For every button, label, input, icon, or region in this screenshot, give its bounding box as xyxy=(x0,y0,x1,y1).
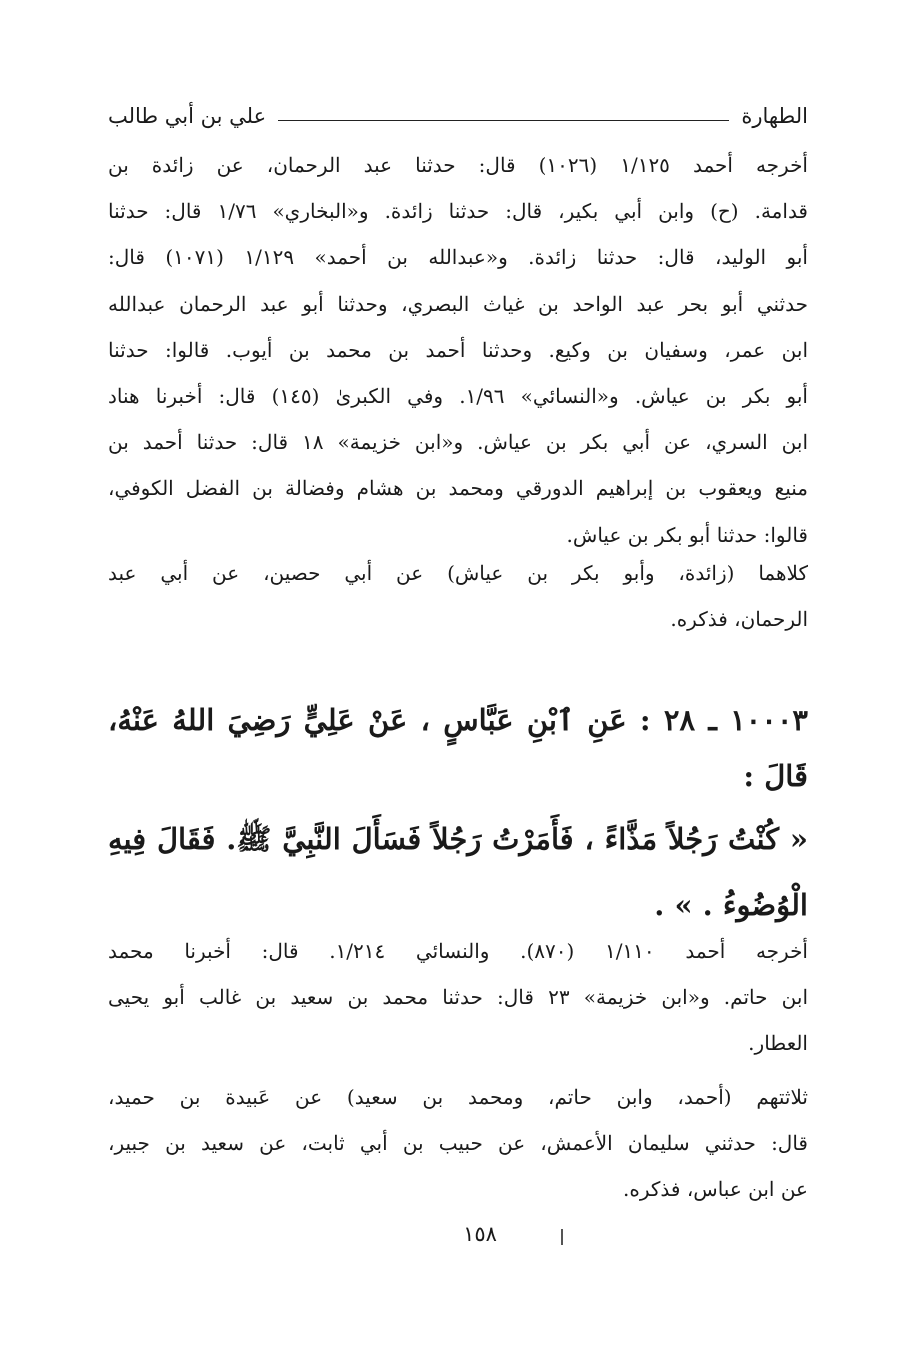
text-line: قدامة. (ح) وابن أبي بكير، قال: حدثنا زائدة. و«البخاري» ١/٧٦ قال: حدثنا xyxy=(108,199,808,224)
hadith-heading-line: قَالَ : xyxy=(743,759,808,793)
page-number: ١٥٨ xyxy=(463,1222,497,1246)
hadith-heading xyxy=(108,692,808,804)
text-line: ابن حاتم. و«ابن خزيمة» ٢٣ قال: حدثنا محمد بن سعيد بن غالب أبو يحيى xyxy=(108,985,808,1009)
text-line: أخرجه أحمد ١/١٢٥ (١٠٢٦) قال: حدثنا عبد الرحمان، عن زائدة بن xyxy=(108,153,808,177)
section-title: الطهارة xyxy=(741,104,808,128)
header-rule xyxy=(278,120,729,121)
text-line: ابن السري، عن أبي بكر بن عياش. و«ابن خزيمة» ١٨ قال: حدثنا أحمد بن xyxy=(108,430,808,455)
source-citation-block xyxy=(108,142,808,558)
chain-paragraph xyxy=(108,1074,808,1212)
hadith-text-line: الْوُضُوءُ . » . xyxy=(654,888,808,922)
text-line: أخرجه أحمد ١/١١٠ (٨٧٠). والنسائي ١/٢١٤. قال: أخبرنا محمد xyxy=(108,939,808,963)
margin-mark xyxy=(561,1229,563,1245)
source-citation-block xyxy=(108,928,808,1066)
text-line: كلاهما (زائدة، وأبو بكر بن عياش) عن أبي حصين، عن أبي عبد xyxy=(108,561,808,585)
text-line: الرحمان، فذكره. xyxy=(670,607,808,631)
hadith-text xyxy=(108,806,808,938)
hadith-text-line: « كُنْتُ رَجُلاً مَذَّاءً ، فَأَمَرْتُ رَجُلاً فَسَأَلَ النَّبِيَّ ﷺ. فَقَالَ فِيهِ xyxy=(108,822,808,856)
running-header xyxy=(108,98,808,134)
text-line: منيع ويعقوب بن إبراهيم الدورقي ومحمد بن هشام وفضالة بن الفضل الكوفي، xyxy=(108,476,808,501)
text-line: أبو الوليد، قال: حدثنا زائدة. و«عبدالله بن أحمد» ١/١٢٩ (١٠٧١) قال: xyxy=(108,245,808,270)
text-line: عن ابن عباس، فذكره. xyxy=(623,1177,808,1201)
book-title: علي بن أبي طالب xyxy=(108,104,267,128)
chain-paragraph xyxy=(108,550,808,642)
text-line: قال: حدثني سليمان الأعمش، عن حبيب بن أبي ثابت، عن سعيد بن جبير، xyxy=(108,1131,808,1155)
text-line: حدثني أبو بحر عبد الواحد بن غياث البصري، وحدثنا أبو عبد الرحمان عبدالله xyxy=(108,291,808,316)
text-line: العطار. xyxy=(748,1031,808,1055)
text-line: ابن عمر، وسفيان بن وكيع. وحدثنا أحمد بن محمد بن أيوب. قالوا: حدثنا xyxy=(108,337,808,362)
text-line: قالوا: حدثنا أبو بكر بن عياش. xyxy=(566,522,808,547)
text-line: ثلاثتهم (أحمد، وابن حاتم، ومحمد بن سعيد) عن عَبيدة بن حميد، xyxy=(108,1085,808,1109)
hadith-heading-line: ١٠٠٠٣ ـ ٢٨ : عَنِ ٱبْنِ عَبَّاسٍ ، عَنْ عَلِيٍّ رَضِيَ اللهُ عَنْهُ، xyxy=(108,703,808,737)
text-line: أبو بكر بن عياش. و«النسائي» ١/٩٦. وفي الكبرىٰ (١٤٥) قال: أخبرنا هناد xyxy=(108,383,808,408)
